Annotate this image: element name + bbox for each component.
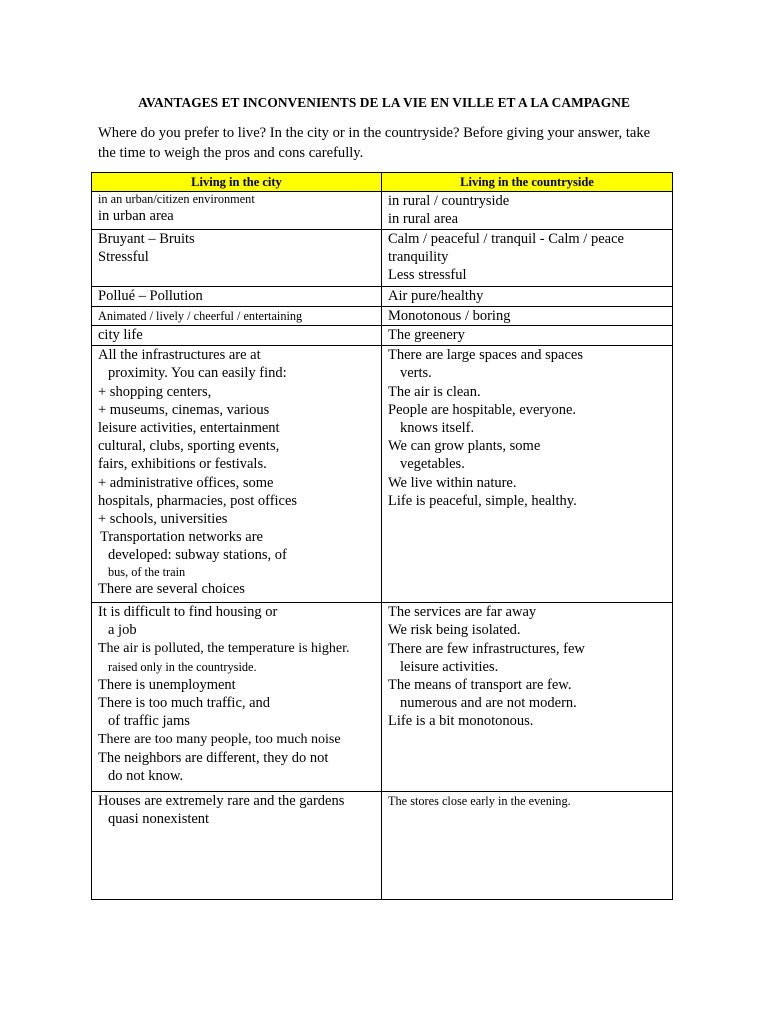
cell-line: Houses are extremely rare and the gardens xyxy=(98,793,345,810)
cell-line: in rural / countryside xyxy=(388,193,510,209)
intro-paragraph xyxy=(98,123,678,163)
cell-line: We can grow plants, some xyxy=(388,438,541,455)
cell-line: The air is clean. xyxy=(388,383,481,400)
cell-line: Calm / peaceful / tranquil - Calm / peace xyxy=(388,231,624,247)
cell-line: Stressful xyxy=(98,249,149,266)
cell-line: Life is peaceful, simple, healthy. xyxy=(388,492,577,509)
cell-line: There are too many people, too much noise xyxy=(98,731,341,747)
cell-line: hospitals, pharmacies, post offices xyxy=(98,492,298,509)
cell-line: Air pure/healthy xyxy=(388,288,484,304)
cell-line: raised only in the countryside. xyxy=(108,659,257,674)
city-cell xyxy=(92,307,382,326)
city-cell xyxy=(92,326,382,346)
cell-line: The neighbors are different, they do not xyxy=(98,749,329,766)
countryside-cell xyxy=(382,192,673,230)
cell-line: leisure activities, entertainment xyxy=(98,420,280,437)
countryside-cell xyxy=(382,307,673,326)
cell-line: There are few infrastructures, few xyxy=(388,640,585,657)
cell-line: We live within nature. xyxy=(388,474,517,491)
cell-line: It is difficult to find housing or xyxy=(98,604,278,621)
table-row xyxy=(92,346,673,603)
city-cell xyxy=(92,792,382,900)
cell-line: People are hospitable, everyone. xyxy=(388,401,577,418)
table-row xyxy=(92,192,673,230)
city-cell xyxy=(92,287,382,307)
intro-line-1: Where do you prefer to live? In the city or in the countryside? Before giving your answer, take xyxy=(98,125,651,141)
cell-line: There are several choices xyxy=(98,580,245,597)
cell-line: verts. xyxy=(400,365,432,382)
cell-line: proximity. You can easily find: xyxy=(108,365,287,382)
cell-line: There are large spaces and spaces xyxy=(388,347,583,364)
cell-line: The air is polluted, the temperature is higher. xyxy=(98,640,350,656)
table-header-row xyxy=(92,173,673,192)
city-cell xyxy=(92,346,382,603)
countryside-cell xyxy=(382,603,673,792)
cell-line: The means of transport are few. xyxy=(388,677,572,694)
cell-line: Life is a bit monotonous. xyxy=(388,713,534,730)
cell-line: The services are far away xyxy=(388,604,537,621)
table-row xyxy=(92,287,673,307)
cell-line: in urban area xyxy=(98,208,174,224)
countryside-cell xyxy=(382,230,673,287)
countryside-cell xyxy=(382,326,673,346)
cell-line: in rural area xyxy=(388,211,459,228)
table-row xyxy=(92,326,673,346)
city-cell xyxy=(92,603,382,792)
table-row xyxy=(92,603,673,792)
header-countryside: Living in the countryside xyxy=(382,173,673,192)
cell-line: + administrative offices, some xyxy=(98,474,274,491)
cell-line: do not know. xyxy=(108,768,184,785)
cell-line: + museums, cinemas, various xyxy=(98,401,270,418)
document-title: AVANTAGES ET INCONVENIENTS DE LA VIE EN VILLE ET A LA CAMPAGNE xyxy=(138,95,630,110)
cell-line: There is unemployment xyxy=(98,677,236,694)
table-row xyxy=(92,792,673,900)
countryside-cell xyxy=(382,346,673,603)
cell-line: + shopping centers, xyxy=(98,383,212,400)
cell-line: Less stressful xyxy=(388,267,467,284)
cell-line: Transportation networks are xyxy=(100,529,263,546)
city-cell xyxy=(92,230,382,287)
cell-line: Monotonous / boring xyxy=(388,308,511,324)
cell-line: Bruyant – Bruits xyxy=(98,231,195,247)
cell-line: tranquility xyxy=(388,249,449,266)
cell-line: All the infrastructures are at xyxy=(98,347,261,364)
cell-line: The greenery xyxy=(388,327,465,344)
cell-line: fairs, exhibitions or festivals. xyxy=(98,456,267,473)
cell-line: vegetables. xyxy=(400,456,465,473)
cell-line: + schools, universities xyxy=(98,511,228,528)
cell-line: a job xyxy=(108,622,137,639)
city-cell xyxy=(92,192,382,230)
table-row xyxy=(92,307,673,326)
cell-line: Animated / lively / cheerful / entertaining xyxy=(98,309,303,323)
cell-line: numerous and are not modern. xyxy=(400,695,577,712)
header-city: Living in the city xyxy=(92,173,382,192)
intro-line-2: the time to weigh the pros and cons carefully. xyxy=(98,145,364,161)
cell-line: There is too much traffic, and xyxy=(98,695,271,712)
countryside-cell xyxy=(382,287,673,307)
table-row xyxy=(92,230,673,287)
cell-line: developed: subway stations, of xyxy=(108,547,287,564)
cell-line: city life xyxy=(98,327,143,344)
cell-line: leisure activities. xyxy=(400,658,499,675)
cell-line: cultural, clubs, sporting events, xyxy=(98,438,280,455)
cell-line: bus, of the train xyxy=(108,564,186,579)
cell-line: quasi nonexistent xyxy=(108,811,210,828)
cell-line: Pollué – Pollution xyxy=(98,288,203,304)
countryside-cell xyxy=(382,792,673,900)
comparison-table xyxy=(91,172,673,900)
cell-line: The stores close early in the evening. xyxy=(388,794,571,809)
cell-line: in an urban/citizen environment xyxy=(98,192,255,206)
cell-line: We risk being isolated. xyxy=(388,622,521,639)
cell-line: of traffic jams xyxy=(108,713,190,730)
cell-line: knows itself. xyxy=(400,420,475,437)
